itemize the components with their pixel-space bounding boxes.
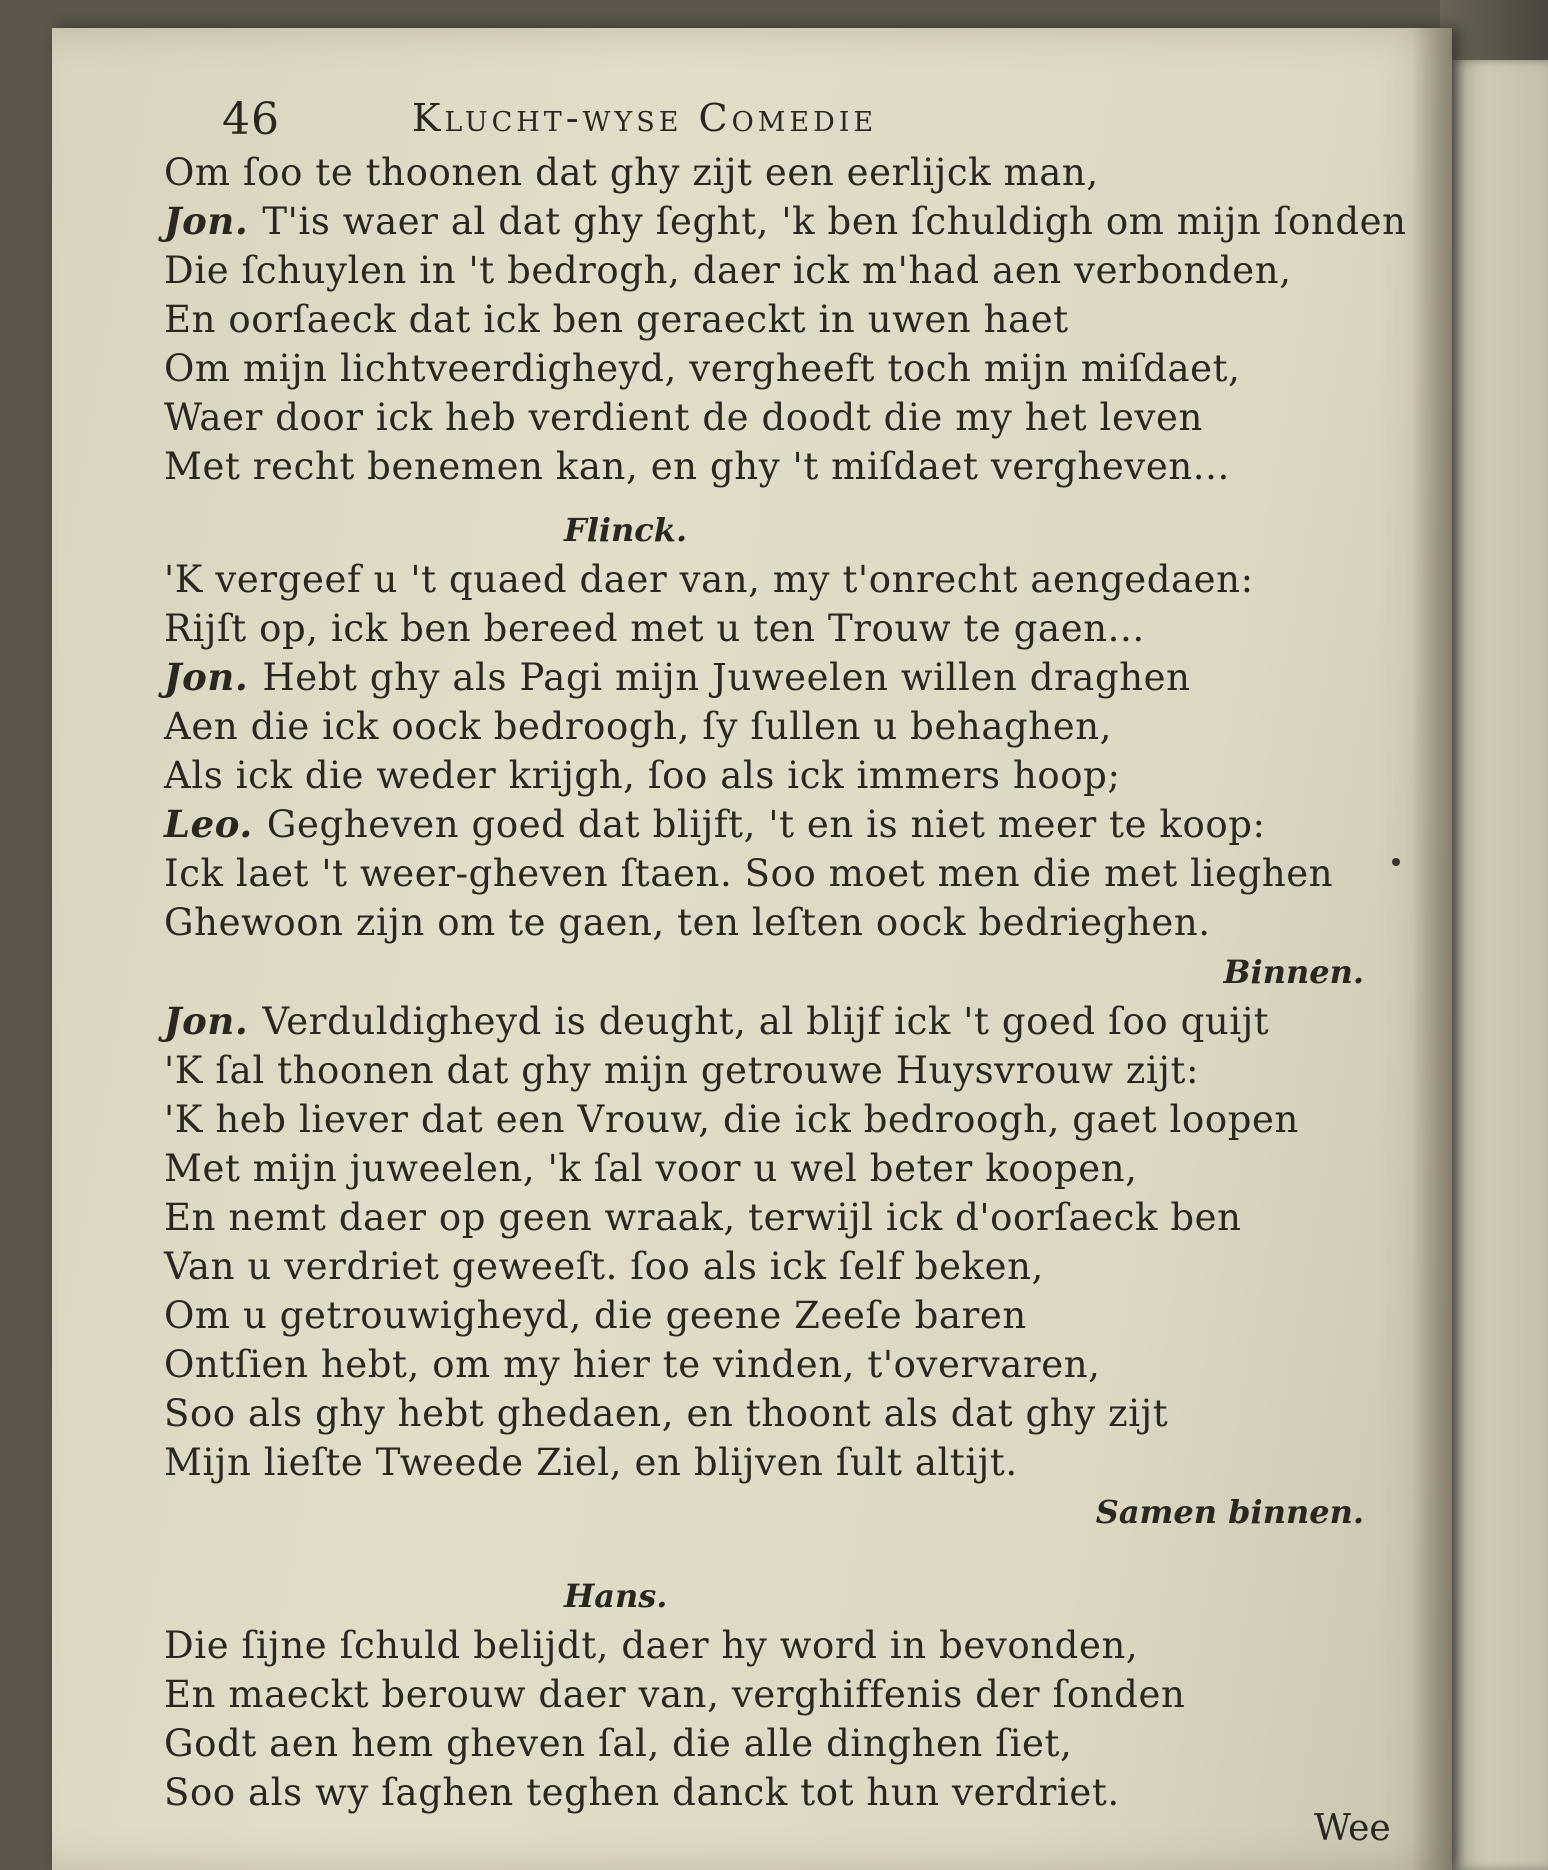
verse-line <box>164 1144 1424 1193</box>
verse-line <box>164 344 1424 393</box>
line-text: T'is waer al dat ghy ſeght, 'k ben ſchuldigh om mijn ſonden <box>262 200 1407 243</box>
page-header <box>162 94 1312 154</box>
speaker-abbrev: Jon. <box>164 655 249 699</box>
verse-line <box>164 1095 1424 1144</box>
line-text: Om mijn lichtveerdigheyd, vergheeft toch mijn miſdaet, <box>164 347 1241 390</box>
verse-line <box>164 702 1424 751</box>
line-text: Verduldigheyd is deught, al blijf ick 't goed ſoo quijt <box>262 1000 1270 1043</box>
verse-line <box>164 1046 1424 1095</box>
line-text: Aen die ick oock bedroogh, ſy ſullen u behaghen, <box>164 705 1113 748</box>
stage-direction-binnen: Binnen. <box>1223 953 1364 991</box>
verse-line <box>164 997 1424 1046</box>
verse-line <box>164 295 1424 344</box>
line-text: 'K vergeef u 't quaed daer van, my t'onrecht aengedaen: <box>164 558 1254 601</box>
line-text: Die ſijne ſchuld belijdt, daer hy word in bevonden, <box>164 1624 1139 1667</box>
verse-line <box>164 1768 1424 1817</box>
verse-line <box>164 1242 1424 1291</box>
line-text: Gegheven goed dat blijft, 't en is niet meer te koop: <box>266 803 1266 846</box>
margin-ink-dot <box>1392 858 1400 866</box>
line-text: Om ſoo te thoonen dat ghy zijt een eerlijck man, <box>164 151 1099 194</box>
line-text: Van u verdriet geweeſt. ſoo als ick ſelf beken, <box>164 1245 1044 1288</box>
line-text: Om u getrouwigheyd, die geene Zeeſe baren <box>164 1294 1027 1337</box>
running-title: Klucht-wyse Comedie <box>412 96 878 140</box>
line-text: Die ſchuylen in 't bedrogh, daer ick m'had aen verbonden, <box>164 249 1292 292</box>
verse-line <box>164 1670 1424 1719</box>
line-text: Met recht benemen kan, en ghy 't miſdaet vergheven... <box>164 445 1230 488</box>
line-text: 'K heb liever dat een Vrouw, die ick bedroogh, gaet loopen <box>164 1098 1299 1141</box>
verse-line <box>164 1438 1424 1487</box>
book-page <box>52 28 1452 1870</box>
verse-line <box>164 1621 1424 1670</box>
line-text: Waer door ick heb verdient de doodt die my het leven <box>164 396 1203 439</box>
verse-line <box>164 246 1424 295</box>
verse-line <box>164 653 1424 702</box>
line-text: Ontſien hebt, om my hier te vinden, t'overvaren, <box>164 1343 1101 1386</box>
line-text: Ghewoon zijn om te gaen, ten leſten oock bedrieghen. <box>164 901 1211 944</box>
verse-line <box>164 1389 1424 1438</box>
speaker-abbrev: Jon. <box>164 999 249 1043</box>
line-text: Ick laet 't weer-gheven ſtaen. Soo moet men die met lieghen <box>164 852 1334 895</box>
verse-line <box>164 148 1424 197</box>
verse-line <box>164 1340 1424 1389</box>
facing-page-edge <box>1450 60 1548 1870</box>
line-text: Hebt ghy als Pagi mijn Juweelen willen draghen <box>262 656 1191 699</box>
speaker-heading-flinck: Flinck. <box>564 511 688 549</box>
line-text: Mijn lieſte Tweede Ziel, en blijven ſult altijt. <box>164 1441 1018 1484</box>
verse-line <box>164 800 1424 849</box>
line-text: Soo als wy ſaghen teghen danck tot hun verdriet. <box>164 1771 1120 1814</box>
line-text: Als ick die weder krijgh, ſoo als ick immers hoop; <box>164 754 1121 797</box>
verse-line <box>164 1719 1424 1768</box>
verse-line <box>164 1291 1424 1340</box>
speaker-heading-hans: Hans. <box>564 1577 668 1615</box>
verse-line <box>164 604 1424 653</box>
page-number: 46 <box>222 94 280 145</box>
line-text: Met mijn juweelen, 'k ſal voor u wel beter koopen, <box>164 1147 1138 1190</box>
verse-line <box>164 898 1424 947</box>
verse-line <box>164 555 1424 604</box>
verse-line <box>164 197 1424 246</box>
line-text: En nemt daer op geen wraak, terwijl ick d'oorſaeck ben <box>164 1196 1242 1239</box>
catchword: Wee <box>1314 1808 1391 1849</box>
line-text: Rijſt op, ick ben bereed met u ten Trouw te gaen... <box>164 607 1145 650</box>
play-text <box>164 148 1424 1817</box>
verse-line <box>164 751 1424 800</box>
speaker-abbrev: Jon. <box>164 199 249 243</box>
line-text: En oorſaeck dat ick ben geraeckt in uwen haet <box>164 298 1069 341</box>
verse-line <box>164 1193 1424 1242</box>
speaker-abbrev: Leo. <box>164 802 253 846</box>
line-text: En maeckt berouw daer van, verghiffenis der ſonden <box>164 1673 1186 1716</box>
line-text: Godt aen hem gheven ſal, die alle dinghen ſiet, <box>164 1722 1073 1765</box>
verse-line <box>164 393 1424 442</box>
stage-direction-samen-binnen: Samen binnen. <box>1095 1493 1364 1531</box>
verse-line <box>164 442 1424 491</box>
verse-line <box>164 849 1424 898</box>
line-text: 'K ſal thoonen dat ghy mijn getrouwe Huysvrouw zijt: <box>164 1049 1200 1092</box>
line-text: Soo als ghy hebt ghedaen, en thoont als dat ghy zijt <box>164 1392 1169 1435</box>
